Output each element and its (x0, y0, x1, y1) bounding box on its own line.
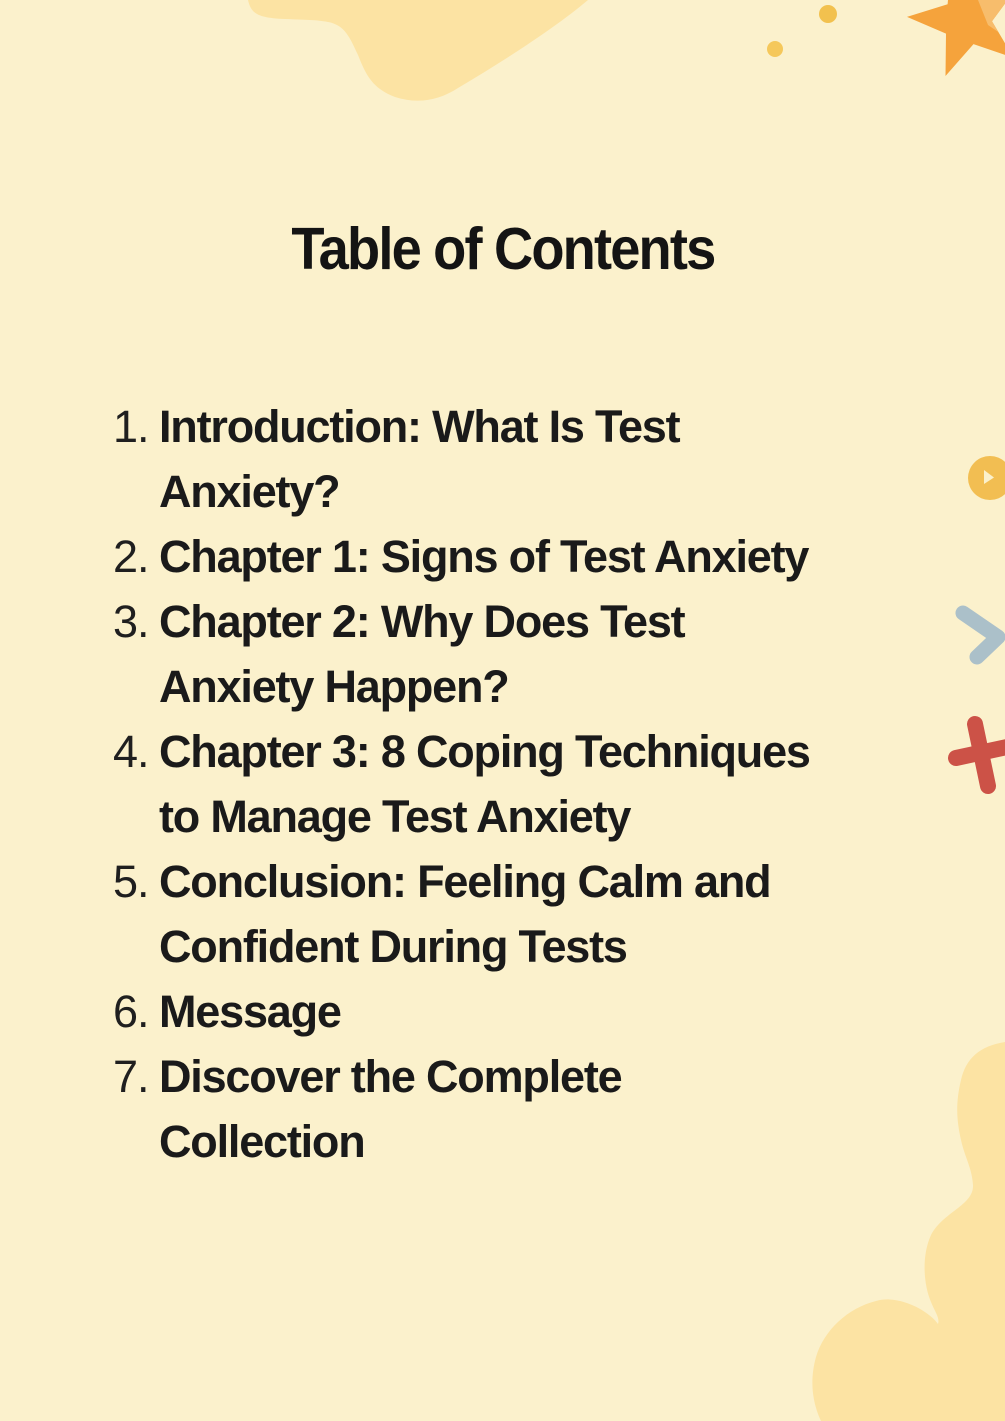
toc-item-number: 5. (113, 856, 149, 907)
page-title-text: Table of Contents (290, 216, 715, 282)
toc-item-number: 4. (113, 726, 149, 777)
toc-item (113, 394, 810, 524)
toc-item (113, 524, 810, 589)
toc-item-number: 1. (113, 401, 149, 452)
toc-item (113, 849, 810, 979)
toc-item-text: Introduction: What Is Test Anxiety? (159, 401, 680, 517)
toc-item-text: Conclusion: Feeling Calm and Confident During Tests (159, 856, 771, 972)
blob-top-icon (248, 0, 588, 101)
toc-item-number: 3. (113, 596, 149, 647)
toc-list (113, 394, 810, 1174)
dot-icon (819, 5, 837, 23)
page-title (0, 218, 1005, 280)
sparkle-stroke (956, 747, 1005, 758)
chevron-right-icon (963, 613, 998, 657)
toc-item (113, 979, 810, 1044)
toc-item-number: 7. (113, 1051, 149, 1102)
toc-item-number: 6. (113, 986, 149, 1037)
sparkle-icon (956, 724, 1005, 786)
toc-item-text: Discover the Complete Collection (159, 1051, 622, 1167)
toc-item-text: Chapter 3: 8 Coping Techniques to Manage Test Anxiety (159, 726, 810, 842)
toc-item (113, 1044, 810, 1174)
dot-icon (767, 41, 783, 57)
blob-bottom-right-icon (812, 1042, 1005, 1421)
star-icon (907, 0, 1005, 76)
toc-item-text: Chapter 2: Why Does Test Anxiety Happen? (159, 596, 685, 712)
toc-item-number: 2. (113, 531, 149, 582)
toc-item-text: Message (159, 986, 341, 1037)
toc-item (113, 719, 810, 849)
circle-badge-icon (968, 456, 1005, 500)
toc-item (113, 589, 810, 719)
toc-item-text: Chapter 1: Signs of Test Anxiety (159, 531, 809, 582)
